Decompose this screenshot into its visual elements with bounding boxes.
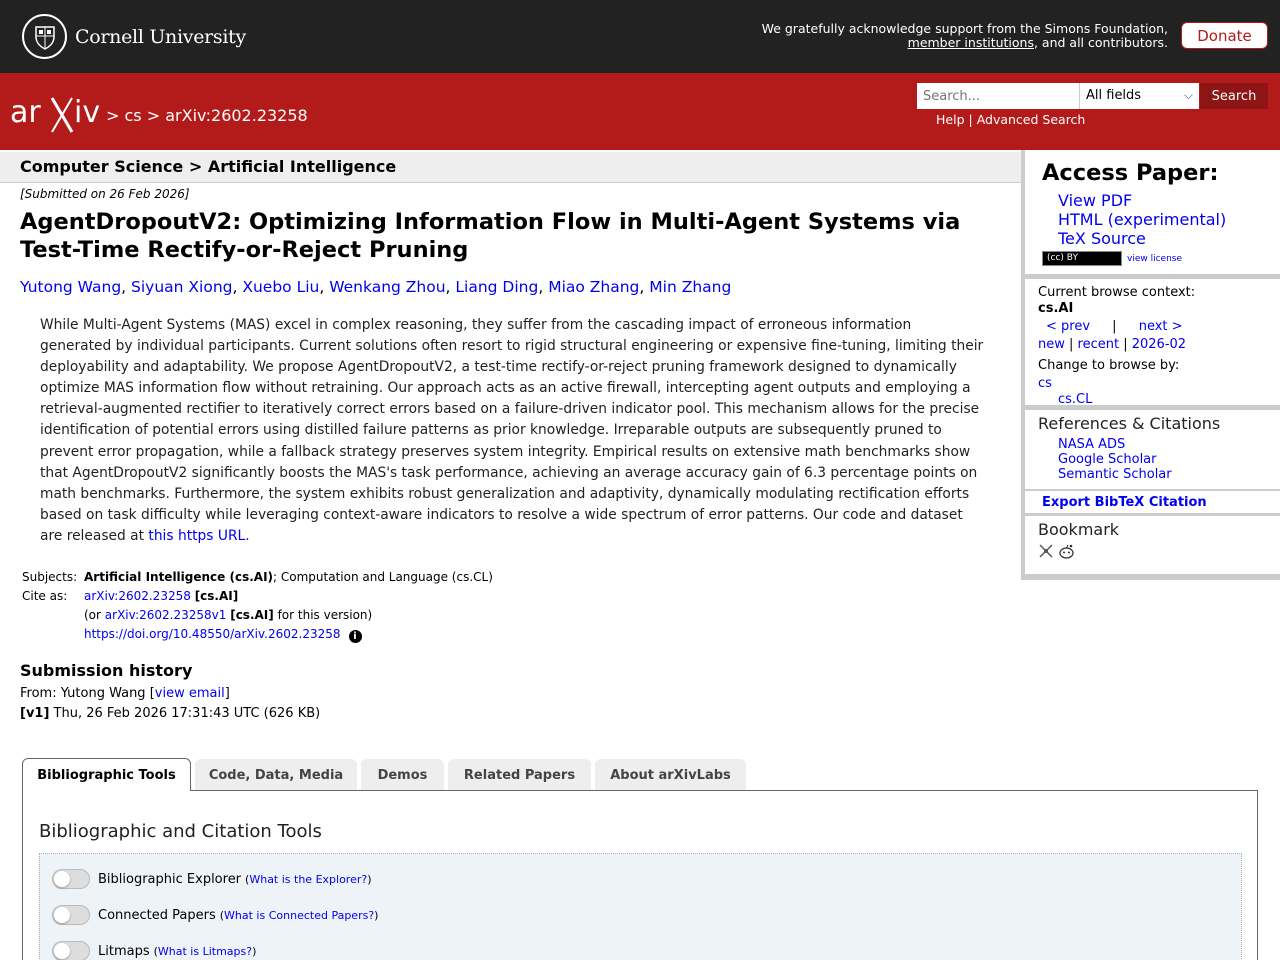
browse-context-label: Current browse context:	[1038, 285, 1196, 300]
browse-cscl-link[interactable]: cs.CL	[1058, 392, 1093, 407]
author-separator: ,	[121, 278, 132, 296]
help-links	[936, 112, 1085, 127]
author-separator: ,	[445, 278, 456, 296]
tool-row: Bibliographic Explorer (What is the Explorer?)	[52, 869, 372, 889]
chevron-down-icon: ⌵	[1183, 88, 1193, 102]
browse-context-value: cs.AI	[1038, 301, 1074, 316]
abstract-url-link[interactable]: this https URL	[148, 527, 246, 544]
author-separator: ,	[319, 278, 330, 296]
bookmark-title: Bookmark	[1038, 520, 1120, 539]
donate-button[interactable]: Donate	[1181, 22, 1268, 49]
ack-text: We gratefully acknowledge support from the Simons Foundation,	[761, 21, 1168, 36]
bibliographic-explorer-toggle[interactable]	[52, 869, 90, 889]
month-link[interactable]: 2026-02	[1131, 337, 1187, 352]
cite-arxiv-link[interactable]: arXiv:2602.23258	[84, 589, 191, 603]
version-entry	[20, 706, 320, 721]
tool-help-link[interactable]: What is Litmaps?	[157, 944, 253, 958]
submission-from	[20, 686, 230, 701]
tool-label: Litmaps	[98, 943, 150, 959]
view-pdf-link[interactable]: View PDF	[1058, 191, 1133, 210]
search-field-value: All fields	[1086, 88, 1142, 103]
author-list	[20, 278, 731, 296]
author-link[interactable]: Yutong Wang	[20, 278, 122, 296]
recent-link[interactable]: recent	[1077, 337, 1120, 352]
browse-context-panel: Current browse context: cs.AI < prev | next > new | recent | 2026-02 Change to browse by: cs cs.CL	[1025, 279, 1280, 405]
cornell-header	[0, 0, 1280, 73]
paper-metadata	[22, 570, 493, 647]
author-link[interactable]: Xuebo Liu	[242, 278, 320, 296]
cite-version-note: for this version)	[273, 608, 373, 622]
info-icon[interactable]: i	[349, 630, 362, 643]
version-label: [v1]	[20, 706, 50, 721]
advanced-search-link[interactable]: Advanced Search	[976, 112, 1086, 127]
cc-license-badge[interactable]: (cc) BY	[1042, 251, 1122, 266]
tool-row: Connected Papers (What is Connected Papers?)	[52, 905, 378, 925]
help-link[interactable]: Help	[936, 112, 965, 127]
author-separator: ,	[232, 278, 243, 296]
tex-source-link[interactable]: TeX Source	[1058, 229, 1146, 248]
search-field-select[interactable]	[1079, 83, 1199, 109]
paper-title: AgentDropoutV2: Optimizing Information Flow in Multi-Agent Systems via Test-Time Rectify-or-Reject Pruning	[20, 209, 961, 263]
cite-or: (or	[84, 608, 105, 622]
cite-label: Cite as:	[22, 589, 68, 603]
from-label: From: Yutong Wang [	[20, 686, 155, 701]
author-link[interactable]: Wenkang Zhou	[329, 278, 446, 296]
new-link[interactable]: new	[1038, 337, 1065, 352]
view-license-link[interactable]: view license	[1127, 253, 1183, 264]
cite-v1-category: [cs.AI]	[230, 608, 274, 622]
references-panel	[1025, 410, 1280, 489]
submission-history-title: Submission history	[20, 661, 193, 680]
breadcrumb-sep: >	[106, 106, 120, 125]
access-paper-title: Access Paper:	[1042, 160, 1219, 186]
arxiv-header	[0, 73, 1280, 150]
semantic-scholar-link[interactable]: Semantic Scholar	[1058, 467, 1172, 482]
ack-tail: , and all contributors.	[1033, 35, 1168, 50]
acknowledgement	[762, 22, 1168, 50]
prev-next-sep: |	[1112, 319, 1117, 334]
doi-link[interactable]: https://doi.org/10.48550/arXiv.2602.23258	[84, 627, 341, 641]
svg-text:ar: ar	[10, 95, 41, 130]
access-paper-panel	[1025, 150, 1280, 274]
tab-bibliographic-tools[interactable]: Bibliographic Tools	[22, 758, 191, 791]
lab-tabs	[22, 758, 750, 791]
prev-link[interactable]: < prev	[1046, 319, 1091, 334]
next-link[interactable]: next >	[1138, 319, 1183, 334]
view-email-link[interactable]: view email	[154, 686, 225, 701]
tools-list	[39, 853, 1242, 960]
arxiv-logo[interactable]	[10, 94, 102, 138]
abstract-end: .	[245, 527, 250, 544]
author-link[interactable]: Miao Zhang	[548, 278, 640, 296]
tool-help-link[interactable]: What is the Explorer?	[249, 872, 368, 886]
breadcrumb-paper-id[interactable]: arXiv:2602.23258	[165, 106, 308, 125]
breadcrumb	[106, 106, 308, 125]
cornell-logo[interactable]	[22, 14, 246, 59]
sidebar	[1021, 150, 1280, 580]
author-link[interactable]: Liang Ding	[455, 278, 539, 296]
category-path: Computer Science > Artificial Intelligence	[20, 157, 397, 176]
connected-papers-toggle[interactable]	[52, 905, 90, 925]
change-browse-label: Change to browse by:	[1038, 358, 1180, 373]
html-link[interactable]: HTML (experimental)	[1058, 210, 1227, 229]
references-title: References & Citations	[1038, 414, 1221, 433]
tab-related-papers[interactable]: Related Papers	[448, 759, 591, 791]
tab-about-arxivlabs[interactable]: About arXivLabs	[595, 759, 746, 791]
tool-label: Bibliographic Explorer	[98, 871, 242, 887]
export-bibtex-link[interactable]: Export BibTeX Citation	[1042, 495, 1207, 510]
subjects-label: Subjects:	[22, 570, 78, 584]
author-link[interactable]: Siyuan Xiong	[131, 278, 233, 296]
tab-demos[interactable]: Demos	[361, 759, 444, 791]
breadcrumb-cs[interactable]: cs	[124, 106, 142, 125]
submitted-date: [Submitted on 26 Feb 2026]	[20, 187, 190, 201]
help-sep: |	[968, 112, 973, 127]
tab-panel	[22, 790, 1258, 960]
from-close: ]	[224, 686, 230, 701]
category-header	[0, 152, 1021, 183]
author-separator: ,	[538, 278, 549, 296]
tab-code-data-media[interactable]: Code, Data, Media	[195, 759, 357, 791]
author-separator: ,	[639, 278, 650, 296]
abstract	[40, 315, 985, 547]
abstract-text: While Multi-Agent Systems (MAS) excel in complex reasoning, they suffer from the cascading impact of erroneous information generated by individual participants. Current solutions often resort to rigid structural engineering or expensive fine-tuning, limiting their deployability and adaptability. We propose AgentDropoutV2, a test-time rectify-or-reject pruning framework designed to dynamically optimize MAS information flow without retraining. Our approach acts as an active firewall, intercepting agent outputs and employing a retrieval-augmented rectifier to iteratively correct errors based on a failure-driven indicator pool. This mechanism allows for the precise identification of potential errors using distilled failure patterns as prior knowledge. Irreparable outputs are subsequently pruned to prevent error propagation, while a fallback strategy preserves system integrity. Empirical results on extensive math benchmarks show that AgentDropoutV2 significantly boosts the MAS's task performance, achieving an average accuracy gain of 6.3 percentage points on math benchmarks. Furthermore, the system exhibits robust generalization and adaptivity, dynamically modulating rectification efforts based on task difficulty while leveraging context-aware indicators to resolve a wide spectrum of error patterns. Our code and dataset are released at	[40, 317, 984, 544]
tool-label: Connected Papers	[98, 907, 216, 923]
browse-cs-link[interactable]: cs	[1038, 376, 1052, 391]
panel-title: Bibliographic and Citation Tools	[39, 821, 322, 842]
member-institutions-link[interactable]: member institutions	[907, 35, 1034, 50]
tool-help-link[interactable]: What is Connected Papers?	[224, 908, 375, 922]
bibsonomy-icon[interactable]	[1038, 543, 1054, 564]
other-subjects: ; Computation and Language (cs.CL)	[273, 570, 493, 584]
version-date: Thu, 26 Feb 2026 17:31:43 UTC (626 KB)	[49, 706, 321, 721]
reddit-icon[interactable]	[1058, 543, 1075, 564]
search-input[interactable]	[917, 83, 1079, 109]
primary-subject: Artificial Intelligence (cs.AI)	[84, 570, 274, 584]
nasa-ads-link[interactable]: NASA ADS	[1058, 437, 1126, 452]
tool-row: Litmaps (What is Litmaps?)	[52, 941, 256, 960]
author-link[interactable]: Min Zhang	[649, 278, 732, 296]
svg-text:iv: iv	[74, 95, 101, 130]
bookmark-panel	[1025, 516, 1280, 574]
search-button[interactable]: Search	[1200, 83, 1268, 109]
cite-category: [cs.AI]	[194, 589, 239, 603]
google-scholar-link[interactable]: Google Scholar	[1058, 452, 1157, 467]
subjects-row	[22, 570, 493, 585]
cite-row	[22, 589, 493, 643]
litmaps-toggle[interactable]	[52, 941, 90, 960]
breadcrumb-sep: >	[146, 106, 161, 125]
export-panel	[1025, 491, 1280, 513]
cite-v1-link[interactable]: arXiv:2602.23258v1	[104, 608, 227, 622]
cornell-name: Cornell University	[75, 25, 246, 48]
cornell-seal-icon	[22, 14, 67, 59]
